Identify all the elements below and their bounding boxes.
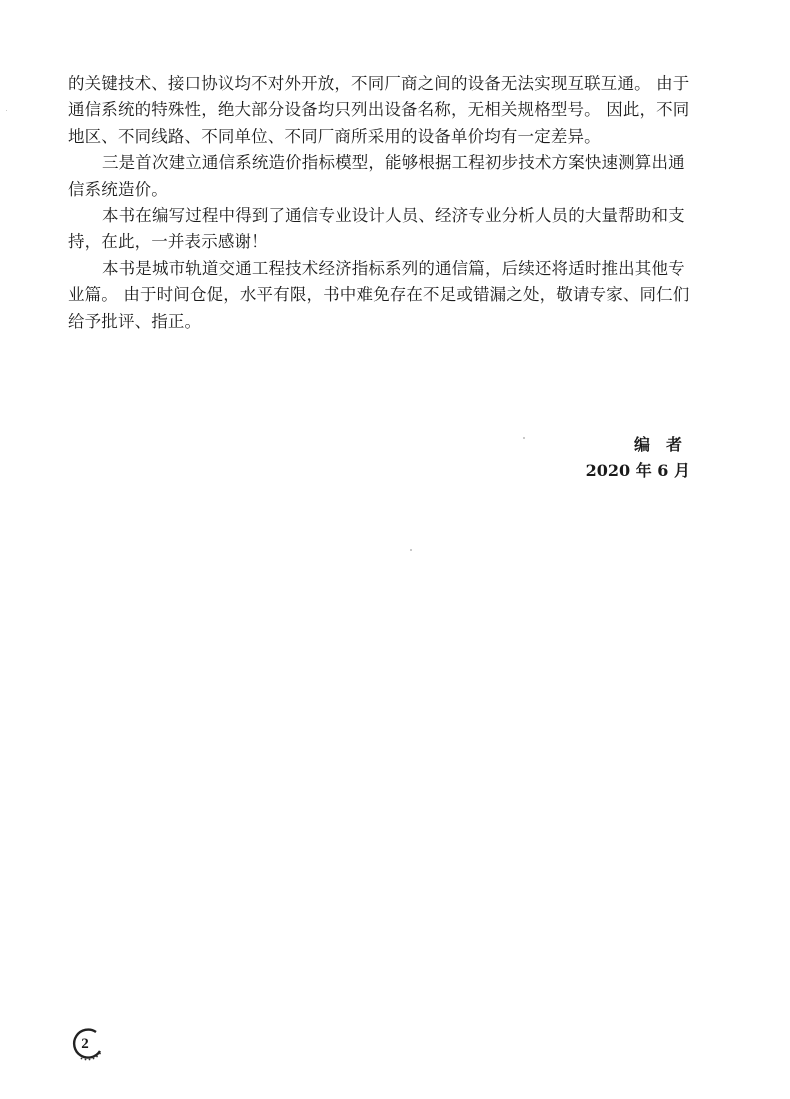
text-line: 通信系统的特殊性，绝大部分设备均只列出设备名称，无相关规格型号。 因此，不同: [68, 100, 690, 120]
signature-date: 2020 年 6 月: [585, 461, 690, 480]
text-line: 给予批评、指正。: [68, 311, 202, 331]
scan-speck: [410, 549, 412, 551]
text-line: 本书在编写过程中得到了通信专业设计人员、经济专业分析人员的大量帮助和支: [102, 205, 685, 225]
text-line: 业篇。 由于时间仓促，水平有限，书中难免存在不足或错漏之处，敬请专家、同仁们: [68, 285, 690, 305]
signature-block: [585, 432, 698, 484]
page-number-badge: [70, 1027, 104, 1061]
signature-author: 编者: [633, 435, 698, 454]
text-line: 地区、不同线路、不同单位、不同厂商所采用的设备单价均有一定差异。: [68, 126, 601, 146]
body-text: [68, 71, 728, 335]
text-line: 信系统造价。: [68, 179, 168, 199]
page-number: 2: [81, 1036, 89, 1052]
scan-speck: [6, 110, 7, 111]
text-line: 持，在此，一并表示感谢！: [68, 232, 268, 252]
text-line: 的关键技术、接口协议均不对外开放，不同厂商之间的设备无法实现互联互通。 由于: [68, 74, 690, 93]
text-line: 三是首次建立通信系统造价指标模型，能够根据工程初步技术方案快速测算出通: [102, 153, 685, 173]
text-line: 本书是城市轨道交通工程技术经济指标系列的通信篇，后续还将适时推出其他专: [102, 258, 685, 278]
scan-speck: [523, 437, 525, 439]
